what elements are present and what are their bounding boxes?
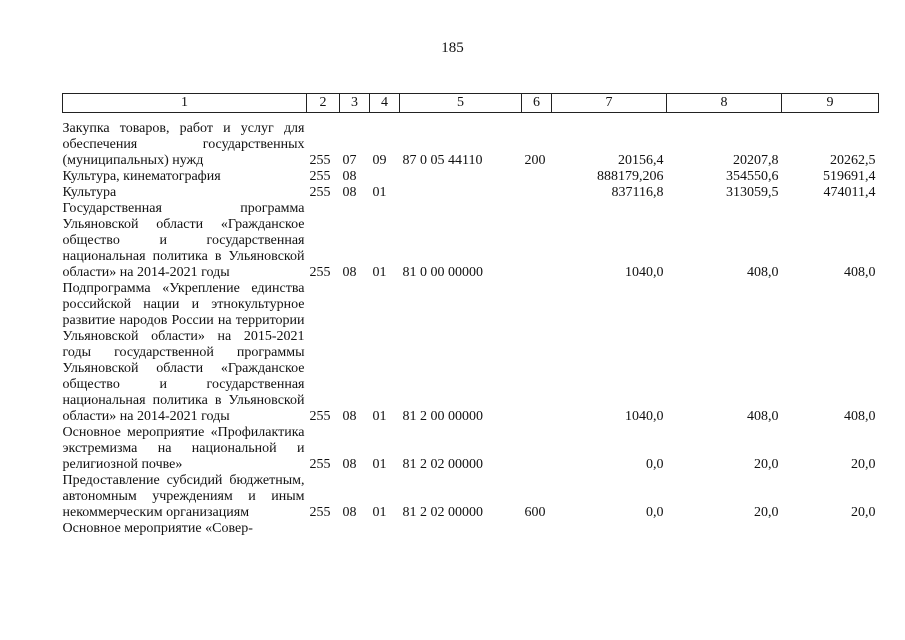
cell-amount-8: 20207,8 xyxy=(733,153,779,168)
table-row xyxy=(63,473,879,521)
table-header-row xyxy=(63,94,879,113)
cell-amount-7: 0,0 xyxy=(646,505,664,520)
cell-subsection: 01 xyxy=(372,457,387,472)
cell-target: 81 2 00 00000 xyxy=(402,409,483,424)
cell-subsection: 09 xyxy=(372,153,387,168)
cell-subsection: 01 xyxy=(372,505,387,520)
row-name: Подпрограмма «Укрепление единства российской нации и этнокультурное развитие народов России на территории Ульяновской области» на 2015-2021 годы государственной программы Ульяновской области «Гражданское общество и государственная национальная политика в Ульяновской области» на 2014-2021 годы xyxy=(62,281,305,424)
cell-amount-7: 0,0 xyxy=(646,457,664,472)
table-row xyxy=(63,521,879,537)
cell-amount-8: 20,0 xyxy=(754,505,779,520)
cell-code: 255 xyxy=(309,505,331,520)
cell-code: 255 xyxy=(309,409,331,424)
cell-type xyxy=(522,521,552,537)
header-cell: 6 xyxy=(522,94,552,113)
cell-amount-8: 313059,5 xyxy=(726,185,779,200)
cell-amount-8: 408,0 xyxy=(747,265,779,280)
cell-type: 600 xyxy=(524,505,546,520)
cell-amount-7 xyxy=(552,521,667,537)
cell-code xyxy=(307,521,340,537)
cell-code: 255 xyxy=(309,265,331,280)
table-row xyxy=(63,121,879,169)
row-name: Государственная программа Ульяновской области «Гражданское общество и государственная национальная политика в Ульяновской области» на 2014-2021 годы xyxy=(62,201,305,280)
table-row xyxy=(63,185,879,201)
cell-section: 08 xyxy=(342,505,357,520)
cell-code: 255 xyxy=(309,185,331,200)
cell-amount-7: 1040,0 xyxy=(625,265,664,280)
cell-amount-9: 408,0 xyxy=(844,409,876,424)
cell-amount-9: 519691,4 xyxy=(823,169,876,184)
cell-amount-9: 20262,5 xyxy=(830,153,876,168)
header-cell: 3 xyxy=(340,94,370,113)
header-cell: 8 xyxy=(667,94,782,113)
cell-section: 08 xyxy=(342,457,357,472)
cell-section xyxy=(340,521,370,537)
row-name: Предоставление субсидий бюджетным, автономным учреждениям и иным некоммерческим организациям xyxy=(62,473,305,520)
cell-target: 81 0 00 00000 xyxy=(402,265,483,280)
cell-amount-7: 837116,8 xyxy=(611,185,664,200)
cell-target xyxy=(400,521,522,537)
cell-subsection: 01 xyxy=(372,265,387,280)
row-name: Культура, кинематография xyxy=(62,169,221,184)
cell-code: 255 xyxy=(309,153,331,168)
cell-target: 87 0 05 44110 xyxy=(402,153,483,168)
cell-amount-8 xyxy=(667,521,782,537)
table-row xyxy=(63,425,879,473)
cell-type xyxy=(522,185,552,201)
cell-amount-7: 1040,0 xyxy=(625,409,664,424)
cell-amount-8: 408,0 xyxy=(747,409,779,424)
cell-type xyxy=(522,425,552,473)
row-name: Основное мероприятие «Совер- xyxy=(62,521,253,536)
cell-type: 200 xyxy=(524,153,546,168)
page-number: 185 xyxy=(441,40,464,56)
budget-table xyxy=(62,93,879,537)
cell-amount-9: 408,0 xyxy=(844,265,876,280)
cell-type xyxy=(522,281,552,425)
cell-amount-8: 20,0 xyxy=(754,457,779,472)
header-cell: 5 xyxy=(400,94,522,113)
cell-code: 255 xyxy=(309,457,331,472)
table-row xyxy=(63,169,879,185)
cell-subsection xyxy=(370,169,400,185)
cell-amount-9: 474011,4 xyxy=(823,185,876,200)
header-cell: 9 xyxy=(782,94,879,113)
cell-target xyxy=(400,185,522,201)
row-name: Закупка товаров, работ и услуг для обеспечения государственных (муниципальных) нужд xyxy=(62,121,305,168)
cell-subsection xyxy=(370,521,400,537)
cell-section: 08 xyxy=(342,169,357,184)
cell-section: 08 xyxy=(342,185,357,200)
cell-amount-9: 20,0 xyxy=(851,505,876,520)
cell-amount-7: 888179,206 xyxy=(597,169,664,184)
table-row xyxy=(63,201,879,281)
cell-subsection: 01 xyxy=(372,409,387,424)
cell-amount-9 xyxy=(782,521,879,537)
cell-section: 07 xyxy=(342,153,357,168)
header-cell: 1 xyxy=(63,94,307,113)
cell-amount-8: 354550,6 xyxy=(726,169,779,184)
header-cell: 2 xyxy=(307,94,340,113)
cell-type xyxy=(522,169,552,185)
cell-target: 81 2 02 00000 xyxy=(402,457,483,472)
cell-amount-9: 20,0 xyxy=(851,457,876,472)
cell-section: 08 xyxy=(342,409,357,424)
header-cell: 4 xyxy=(370,94,400,113)
row-name: Основное мероприятие «Профилактика экстремизма на национальной и религиозной почве» xyxy=(62,425,305,472)
cell-target xyxy=(400,169,522,185)
cell-section: 08 xyxy=(342,265,357,280)
cell-subsection: 01 xyxy=(372,185,387,200)
cell-target: 81 2 02 00000 xyxy=(402,505,483,520)
header-cell: 7 xyxy=(552,94,667,113)
row-name: Культура xyxy=(62,185,117,200)
table-row xyxy=(63,281,879,425)
cell-type xyxy=(522,201,552,281)
cell-amount-7: 20156,4 xyxy=(618,153,664,168)
cell-code: 255 xyxy=(309,169,331,184)
